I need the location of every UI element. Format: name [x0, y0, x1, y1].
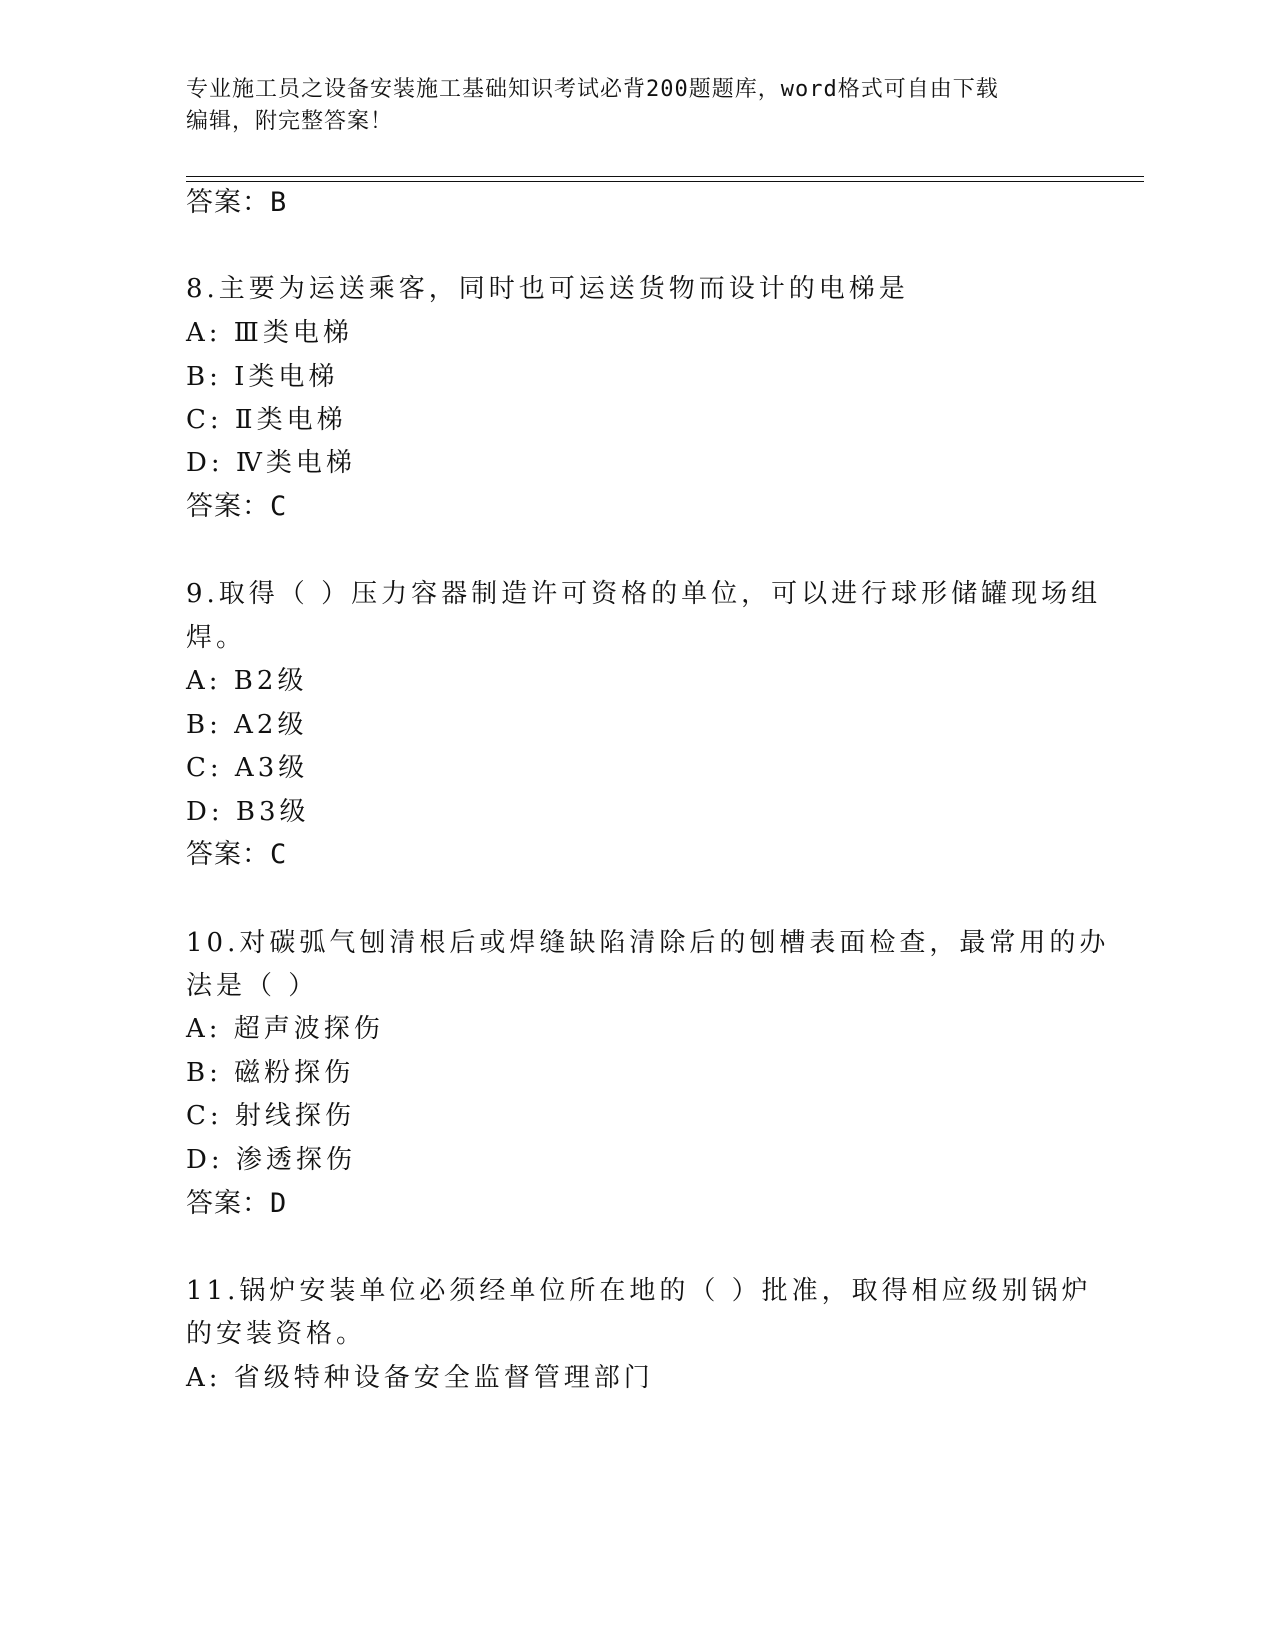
header-line-2: 编辑，附完整答案！	[186, 109, 394, 134]
option-b: B: Ⅰ类电梯	[186, 362, 339, 392]
answer-label: 答案：	[186, 839, 270, 870]
option-c: C: 射线探伤	[186, 1101, 355, 1131]
option-a: A: Ⅲ类电梯	[186, 318, 353, 348]
question-stem: 8.主要为运送乘客，同时也可运送货物而设计的电梯是	[186, 274, 909, 304]
answer-line	[186, 838, 287, 872]
answer-value: B	[270, 187, 288, 218]
option-b: B: A2级	[186, 710, 308, 740]
header-divider-bottom	[186, 181, 1144, 182]
option-d: D: 渗透探伤	[186, 1145, 356, 1175]
answer-label: 答案：	[186, 1188, 270, 1219]
option-c: C: Ⅱ类电梯	[186, 405, 347, 435]
question-stem: 10.对碳弧气刨清根后或焊缝缺陷清除后的刨槽表面检查，最常用的办	[186, 928, 1110, 958]
header-divider-top	[186, 176, 1144, 177]
page-header	[186, 74, 1066, 138]
question-stem-continued: 法是（ ）	[186, 971, 319, 1001]
option-d: D: B3级	[186, 797, 310, 827]
answer-label: 答案：	[186, 491, 270, 522]
answer-line	[186, 1187, 287, 1221]
question-stem: 9.取得（ ）压力容器制造许可资格的单位，可以进行球形储罐现场组	[186, 579, 1102, 609]
answer-value: C	[270, 839, 288, 870]
option-a: A: 超声波探伤	[186, 1014, 384, 1044]
answer-line	[186, 490, 287, 524]
answer-label: 答案：	[186, 187, 270, 218]
answer-value: D	[270, 1188, 288, 1219]
question-stem: 11.锅炉安装单位必须经单位所在地的（ ）批准，取得相应级别锅炉	[186, 1276, 1092, 1306]
option-b: B: 磁粉探伤	[186, 1058, 355, 1088]
header-line-1: 专业施工员之设备安装施工基础知识考试必背200题题库，word格式可自由下载	[186, 77, 999, 102]
question-stem-continued: 的安装资格。	[186, 1319, 367, 1349]
question-stem-continued: 焊。	[186, 623, 247, 653]
answer-value: C	[270, 491, 288, 522]
option-d: D: Ⅳ类电梯	[186, 448, 356, 478]
option-c: C: A3级	[186, 753, 309, 783]
option-a: A: 省级特种设备安全监督管理部门	[186, 1363, 654, 1393]
answer-line	[186, 186, 287, 220]
option-a: A: B2级	[186, 666, 308, 696]
